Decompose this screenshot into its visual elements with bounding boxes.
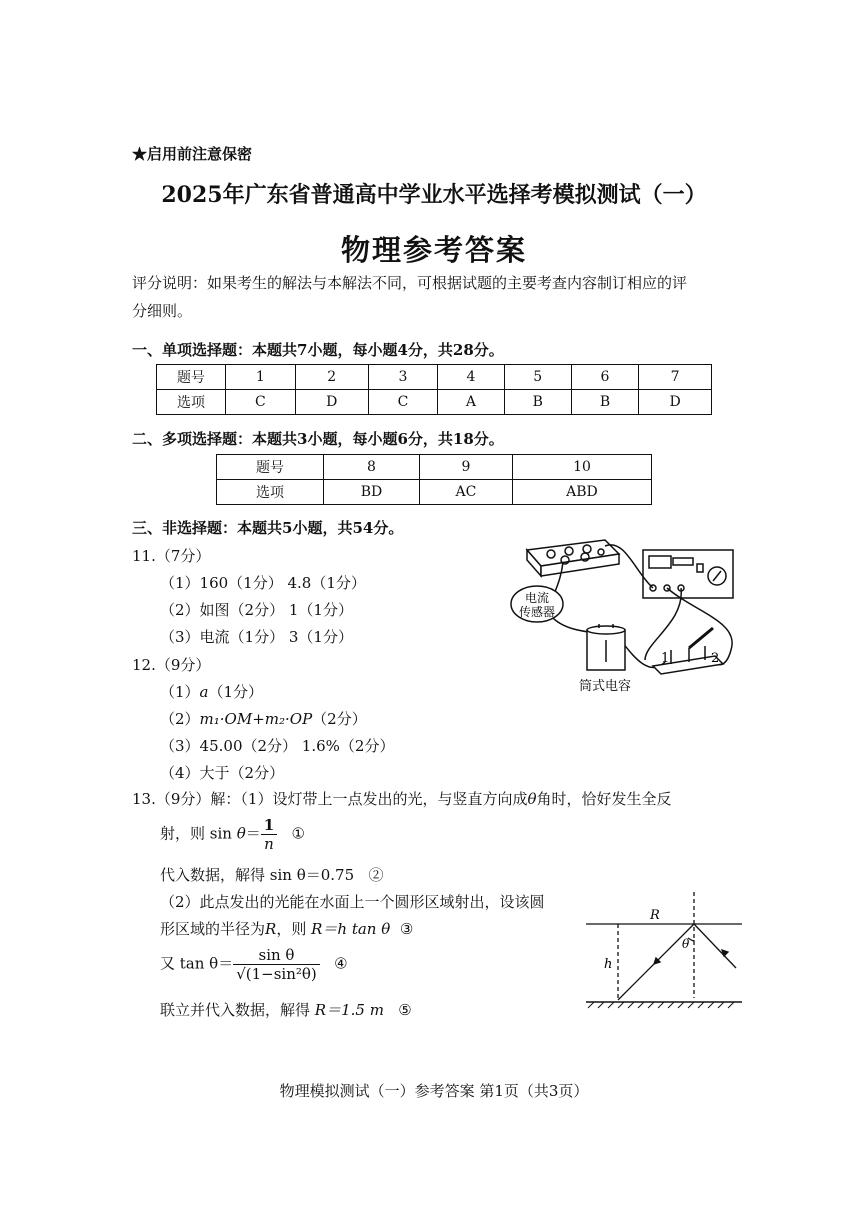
label-h: h [604,957,613,972]
answer-cell: D [639,390,712,415]
equation-marker: ④ [334,954,348,973]
q13-part2-text: （2）此点发出的光能在水面上一个圆形区域射出，设该圆 [160,893,545,911]
switch-terminal-1: 1 [661,651,670,666]
text: ，则 [276,920,307,938]
answer-cell: D [295,390,368,415]
text: 射，则 sin [160,824,232,843]
answer-cell: B [571,390,638,415]
answer-cell: ABD [512,480,651,505]
label-R: R [650,908,660,923]
answer-cell: AC [419,480,512,505]
text: 13.（9分）解：（1）设灯带上一点发出的光，与竖直方向成 [132,790,528,808]
exam-title: 2025年广东省普通高中学业水平选择考模拟测试（一） [161,182,707,208]
text: 又 tan θ＝ [160,954,234,973]
q12-answer-2 [160,708,367,729]
section2-heading: 二、多项选择题：本题共3小题，每小题6分，共18分。 [132,430,504,448]
multiple-choice-table [216,454,652,505]
row-label: 选项 [217,480,324,505]
capacitor-label: 筒式电容 [579,679,632,694]
circuit-diagram [495,532,745,697]
table-row [217,455,652,480]
q12-heading: 12.（9分） [132,656,211,674]
table-row [217,480,652,505]
fraction [233,946,320,983]
equation-marker: ③ [399,920,414,938]
question-number: 3 [368,365,438,390]
question-number: 2 [295,365,368,390]
q12-answer-1 [160,681,263,702]
answer-cell: C [368,390,438,415]
text: 形区域的半径为 [160,920,266,938]
q11-answer-2: （2）如图（2分） 1（1分） [160,601,353,619]
question-number: 10 [512,455,651,480]
single-choice-table [156,364,712,415]
points: （2分） [312,710,367,728]
question-number: 7 [639,365,712,390]
q13-equation-5 [160,999,412,1020]
label: （2） [160,710,200,728]
variable: θ [527,790,537,808]
expression: m₁·OM+m₂·OP [199,710,313,728]
sensor-label-2: 传感器 [518,605,556,619]
numerator: sin θ [233,946,320,965]
scoring-note-line2: 分细则。 [132,302,193,320]
equation-marker: ⑤ [398,1001,412,1019]
denominator: n [264,835,274,853]
section3-heading: 三、非选择题：本题共5小题，共54分。 [132,519,404,537]
label: （1） [160,683,200,701]
question-number: 5 [504,365,571,390]
text: 角时，恰好发生全反 [536,790,672,808]
variable: a [199,683,209,701]
variable: θ [236,824,246,843]
points: （1分） [208,683,264,701]
question-number: 9 [419,455,512,480]
expression: R＝1.5 m [314,1001,384,1019]
page-footer: 物理模拟测试（一）参考答案 第1页（共3页） [279,1082,589,1100]
q13-equation-2 [160,864,383,885]
denominator: √(1−sin²θ) [236,965,317,983]
q12-answer-3: （3）45.00（2分） 1.6%（2分） [160,737,395,755]
question-number: 1 [226,365,296,390]
table-row [157,390,712,415]
answer-cell: B [504,390,571,415]
text: 联立并代入数据，解得 [160,1001,311,1019]
table-row [157,365,712,390]
capacitor-icon [587,624,625,670]
equation-marker: ② [368,866,384,884]
ground-hatching [588,1002,734,1008]
q13-equation-1: 射，则 sin θ＝ $\frac{1}{n}$ ① [160,816,305,853]
q13-heading [132,788,672,809]
question-number: 4 [438,365,504,390]
row-label: 选项 [157,390,226,415]
answer-title: 物理参考答案 [340,233,527,267]
text: 代入数据，解得 sin θ＝0.75 [160,866,355,884]
q11-answer-3: （3）电流（1分） 3（1分） [160,628,353,646]
question-number: 6 [571,365,638,390]
numerator: 1 [261,816,277,835]
sensor-label-1: 电流 [524,591,550,605]
switch-terminal-2: 2 [711,651,720,666]
row-label: 题号 [217,455,324,480]
answer-cell: BD [324,480,420,505]
q11-answer-1: （1）160（1分） 4.8（1分） [160,574,366,592]
q13-equation-4 [160,946,348,983]
section1-heading: 一、单项选择题：本题共7小题，每小题4分，共28分。 [132,341,504,359]
label-theta: θ [682,937,690,951]
equation-marker: ① [291,824,305,843]
question-number: 8 [324,455,420,480]
row-label: 题号 [157,365,226,390]
fraction [261,816,277,853]
scoring-note-line1: 评分说明：如果考生的解法与本解法不同，可根据试题的主要考查内容制订相应的评 [132,274,688,292]
confidential-notice: ★启用前注意保密 [132,145,253,163]
reflected-ray [694,924,736,968]
answer-cell: A [438,390,504,415]
power-supply-icon [643,550,733,598]
q11-heading: 11.（7分） [132,547,211,565]
q13-equation-3 [160,918,413,939]
variable: R [265,920,277,938]
expression: R＝h tan θ [311,920,391,938]
q12-answer-4: （4）大于（2分） [160,764,285,782]
optics-diagram [584,888,744,1018]
answer-cell: C [226,390,296,415]
